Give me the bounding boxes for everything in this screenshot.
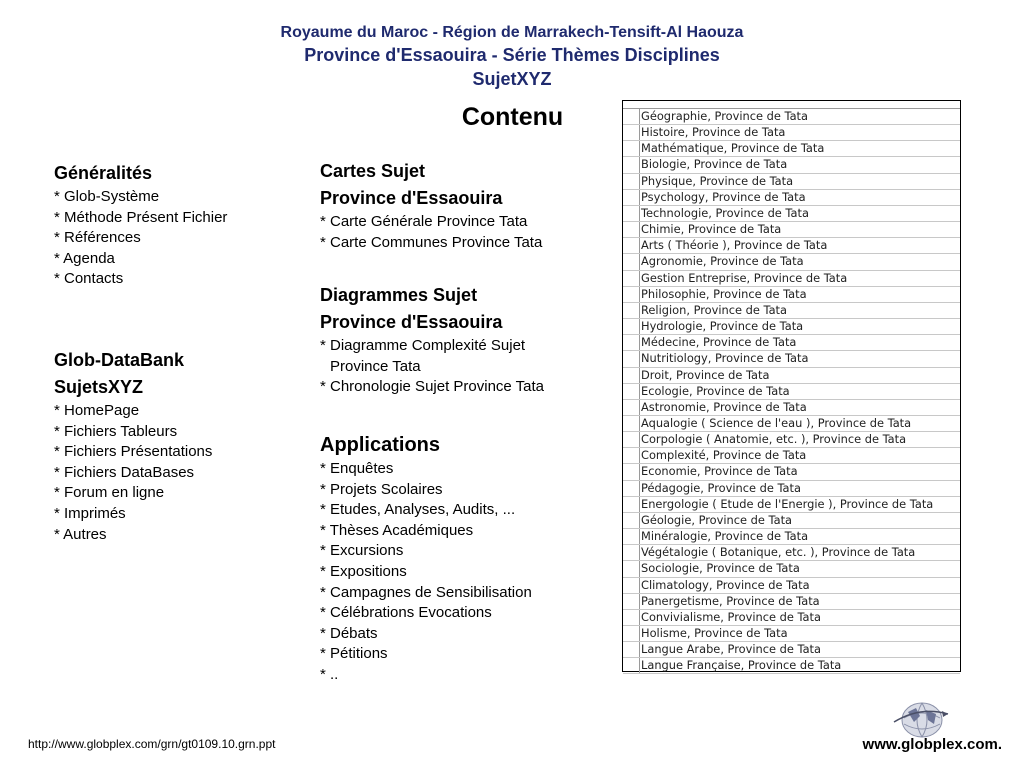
row-index-cell [623,271,640,286]
section-title: Applications [320,434,441,456]
list-item: * Diagramme Complexité Sujet [320,337,526,354]
discipline-cell: Histoire, Province de Tata [641,125,786,140]
list-item: * Pétitions [320,645,388,663]
table-row [623,190,960,206]
disciplines-table [622,100,961,672]
list-item: * Imprimés [54,504,126,522]
discipline-cell: Climatology, Province de Tata [641,577,810,592]
row-index-cell [623,626,640,641]
section-subtitle: Province d'Essaouira [320,188,503,208]
table-row [623,432,960,448]
table-row [623,125,960,141]
table-row [623,157,960,173]
discipline-cell: Arts ( Théorie ), Province de Tata [641,238,828,253]
table-row [623,303,960,319]
row-index-cell [623,319,640,334]
discipline-cell: Agronomie, Province de Tata [641,254,804,269]
cartes-list [320,212,542,253]
discipline-cell: Physique, Province de Tata [641,173,794,188]
table-row [623,238,960,254]
row-index-cell [623,368,640,383]
list-item: * Fichiers Tableurs [54,422,178,440]
row-index-cell [623,222,640,237]
discipline-cell: Géographie, Province de Tata [641,109,809,123]
section-title: Cartes Sujet [320,161,426,181]
table-row [623,497,960,513]
discipline-cell: Biologie, Province de Tata [641,157,788,172]
table-row [623,271,960,287]
list-item: * Méthode Présent Fichier [54,208,228,226]
row-index-cell [623,513,640,528]
row-index-cell [623,125,640,140]
row-index-cell [623,658,640,673]
generalites-section [54,160,227,290]
row-index-cell [623,157,640,172]
row-index-cell [623,642,640,657]
discipline-cell: Pédagogie, Province de Tata [641,480,801,495]
diagrammes-list [320,336,544,398]
table-row [623,368,960,384]
table-row [623,400,960,416]
table-row [623,319,960,335]
table-row [623,206,960,222]
row-index-cell [623,594,640,609]
table-row [623,287,960,303]
discipline-cell: Technologie, Province de Tata [641,205,809,220]
section-title: Diagrammes Sujet [320,285,478,305]
discipline-cell: Géologie, Province de Tata [641,512,793,527]
list-item: * Carte Communes Province Tata [320,233,543,251]
applications-list [320,459,532,686]
discipline-cell: Astronomie, Province de Tata [641,399,807,414]
table-row [623,222,960,238]
table-row [623,578,960,594]
discipline-cell: Religion, Province de Tata [641,302,788,317]
list-item: * Fichiers DataBases [54,463,195,481]
table-row [623,335,960,351]
table-row [623,416,960,432]
table-row [623,141,960,157]
table-row [623,594,960,610]
discipline-cell: Philosophie, Province de Tata [641,286,807,301]
section-subtitle: Province d'Essaouira [320,312,503,332]
discipline-cell: Holisme, Province de Tata [641,626,788,640]
table-row [623,384,960,400]
row-index-cell [623,109,640,124]
row-index-cell [623,497,640,512]
row-index-cell [623,400,640,415]
row-index-cell [623,190,640,205]
table-row [623,448,960,464]
discipline-cell: Convivialisme, Province de Tata [641,609,821,624]
glob-list [54,401,212,545]
discipline-cell: Hydrologie, Province de Tata [641,319,804,334]
discipline-cell: Sociologie, Province de Tata [641,561,800,576]
table-row [623,545,960,561]
row-index-cell [623,481,640,496]
table-row [623,109,960,125]
discipline-cell: Panergetisme, Province de Tata [641,593,820,608]
table-rows [623,109,960,674]
discipline-cell: Energologie ( Etude de l'Energie ), Province de Tata [641,496,934,511]
list-item: * Thèses Académiques [320,521,474,539]
discipline-cell: Corpologie ( Anatomie, etc. ), Province de Tata [641,432,907,447]
row-index-cell [623,578,640,593]
header-line-3: SujetXYZ [472,69,552,89]
list-item: * Expositions [320,562,407,580]
list-item: * Forum en ligne [54,484,165,502]
table-row [623,610,960,626]
list-item: Province Tata [330,357,421,375]
applications-section [320,431,532,686]
table-row [623,642,960,658]
table-top-strip [623,101,960,109]
list-item: * Chronologie Sujet Province Tata [320,378,545,396]
discipline-cell: Psychology, Province de Tata [641,189,806,204]
list-item: * Références [54,229,141,247]
row-index-cell [623,416,640,431]
table-row [623,529,960,545]
list-item: * Etudes, Analyses, Audits, ... [320,501,516,519]
globe-icon [892,694,950,742]
discipline-cell: Economie, Province de Tata [641,464,798,479]
list-item: * Excursions [320,542,404,560]
table-row [623,351,960,367]
list-item: * Carte Générale Province Tata [320,213,528,230]
page-header [0,22,1024,91]
table-row [623,254,960,270]
contenu-heading: Contenu [461,103,564,131]
row-index-cell [623,351,640,366]
footer-url[interactable]: http://www.globplex.com/grn/gt0109.10.grn.ppt [28,737,276,751]
row-index-cell [623,303,640,318]
discipline-cell: Végétalogie ( Botanique, etc. ), Province de Tata [641,545,916,560]
row-index-cell [623,384,640,399]
list-item: * HomePage [54,402,140,419]
section-title: Généralités [54,163,153,183]
row-index-cell [623,206,640,221]
discipline-cell: Droit, Province de Tata [641,367,770,382]
row-index-cell [623,432,640,447]
row-index-cell [623,448,640,463]
table-row [623,464,960,480]
list-item: * Contacts [54,270,124,288]
row-index-cell [623,174,640,189]
header-line-2: Province d'Essaouira - Série Thèmes Disciplines [304,45,720,65]
row-index-cell [623,238,640,253]
table-row [623,561,960,577]
table-row [623,481,960,497]
discipline-cell: Gestion Entreprise, Province de Tata [641,270,848,285]
row-index-cell [623,254,640,269]
header-line-1: Royaume du Maroc - Région de Marrakech-Tensift-Al Haouza [280,24,744,41]
footer-site-link[interactable]: www.globplex.com. [862,736,1002,753]
discipline-cell: Langue Arabe, Province de Tata [641,642,822,657]
table-row [623,174,960,190]
table-row [623,626,960,642]
discipline-cell: Mathématique, Province de Tata [641,141,825,156]
section-title: Glob-DataBank [54,350,185,370]
list-item: * Projets Scolaires [320,480,443,498]
list-item: * Agenda [54,249,115,267]
discipline-cell: Minéralogie, Province de Tata [641,529,809,544]
list-item: * Fichiers Présentations [54,443,213,461]
list-item: * Campagnes de Sensibilisation [320,583,532,601]
list-item: * Enquêtes [320,460,394,477]
table-row [623,513,960,529]
discipline-cell: Complexité, Province de Tata [641,448,807,463]
diagrammes-section [320,282,544,398]
row-index-cell [623,287,640,302]
discipline-cell: Médecine, Province de Tata [641,335,797,350]
list-item: * .. [320,665,339,683]
discipline-cell: Chimie, Province de Tata [641,222,782,237]
table-row [623,658,960,674]
row-index-cell [623,561,640,576]
row-index-cell [623,335,640,350]
row-index-cell [623,545,640,560]
discipline-cell: Nutritiology, Province de Tata [641,351,809,366]
row-index-cell [623,610,640,625]
discipline-cell: Aqualogie ( Science de l'eau ), Province de Tata [641,415,912,430]
list-item: * Célébrations Evocations [320,604,492,622]
discipline-cell: Ecologie, Province de Tata [641,383,790,398]
cartes-section [320,158,542,253]
list-item: * Débats [320,624,378,642]
row-index-cell [623,529,640,544]
row-index-cell [623,141,640,156]
row-index-cell [623,464,640,479]
discipline-cell: Langue Française, Province de Tata [641,658,842,673]
glob-databank-section [54,347,212,545]
generalites-list [54,187,227,290]
section-subtitle: SujetsXYZ [54,377,144,397]
list-item: * Glob-Système [54,188,160,205]
list-item: * Autres [54,525,107,543]
